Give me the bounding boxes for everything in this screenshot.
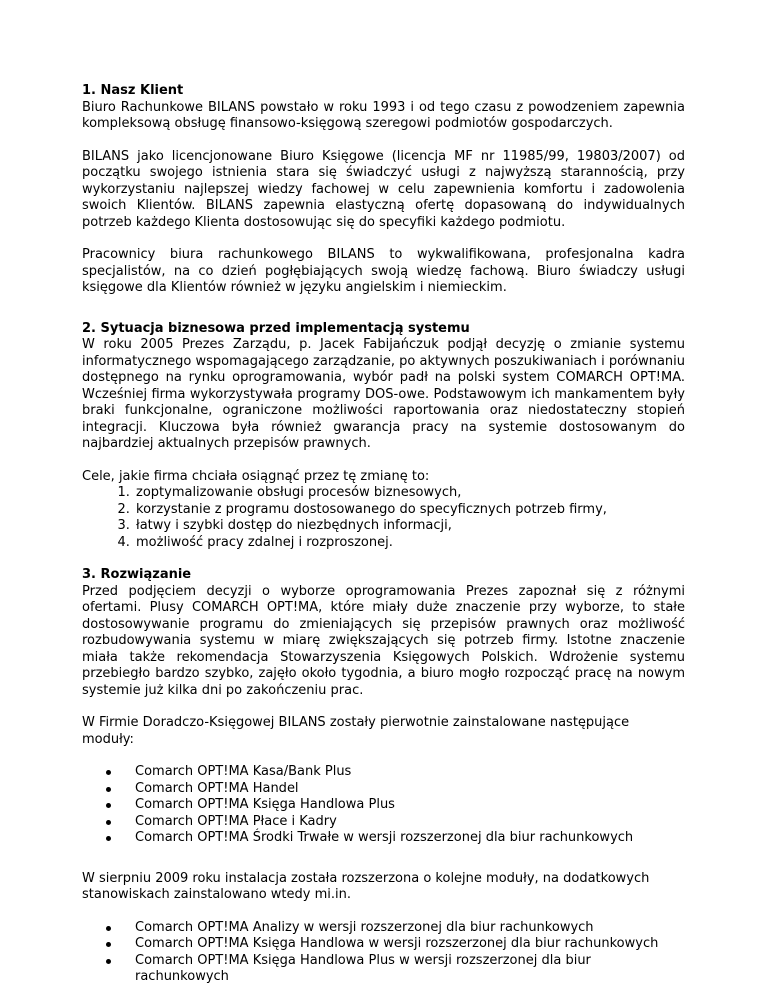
list-item: Comarch OPT!MA Analizy w wersji rozszerzonej dla biur rachunkowych xyxy=(135,920,685,937)
list-item: 3. łatwy i szybki dostęp do niezbędnych informacji, xyxy=(134,518,685,535)
section-2-paragraph-1: W roku 2005 Prezes Zarządu, p. Jacek Fabijańczuk podjął decyzję o zmianie systemu informatycznego wspomagającego zarządzanie, po aktywnych poszukiwaniach i porównaniu dostępnego na rynku oprogramowania, wybór padł na polski system COMARCH OPT!MA. Wcześniej firma wykorzystywała programy DOS-owe. Podstawowym ich mankamentem były braki funkcjonalne, ograniczone możliwości raportowania oraz niedostateczny stopień integracji. Kluczowa była również gwarancja pracy na systemie dostosowanym do najbardziej aktualnych przepisów prawnych. xyxy=(82,337,685,451)
modules-list-extended xyxy=(82,920,685,986)
list-item: Comarch OPT!MA Księga Handlowa Plus w wersji rozszerzonej dla biur rachunkowych xyxy=(135,953,685,986)
list-item: Comarch OPT!MA Kasa/Bank Plus xyxy=(135,764,685,781)
document-page xyxy=(82,83,685,986)
section-3-paragraph-1: Przed podjęciem decyzji o wyborze oprogramowania Prezes zapoznał się z różnymi ofertami. Plusy COMARCH OPT!MA, które miały duże znaczenie przy wyborze, to stałe dostosowywanie programu do zmieniających się przepisów prawnych oraz możliwość rozbudowywania systemu w miarę zwiększających się potrzeb firmy. Istotne znaczenie miała także rekomendacja Stowarzyszenia Księgowych Polskich. Wdrożenie systemu przebiegło bardzo szybko, zajęło około tygodnia, a biuro mogło rozpocząć pracę na nowym systemie już kilka dni po zakończeniu prac. xyxy=(82,583,685,698)
list-item: Comarch OPT!MA Księga Handlowa w wersji rozszerzonej dla biur rachunkowych xyxy=(135,936,685,953)
goals-intro: Cele, jakie firma chciała osiągnąć przez tę zmianę to: xyxy=(82,468,430,484)
section-3-heading: 3. Rozwiązanie xyxy=(82,567,192,582)
modules-list-initial xyxy=(82,764,685,847)
section-2-heading: 2. Sytuacja biznesowa przed implementacją systemu xyxy=(82,320,470,336)
list-item: 2. korzystanie z programu dostosowanego do specyficznych potrzeb firmy, xyxy=(134,502,685,519)
goals-list xyxy=(82,485,685,551)
section-3-paragraph-3: W sierpniu 2009 roku instalacja została rozszerzona o kolejne moduły, na dodatkowych stanowiskach zainstalowano wtedy mi.in. xyxy=(82,870,650,902)
list-item: Comarch OPT!MA Środki Trwałe w wersji rozszerzonej dla biur rachunkowych xyxy=(135,830,685,847)
list-item: 4. możliwość pracy zdalnej i rozproszonej. xyxy=(134,535,685,552)
section-3-paragraph-2: W Firmie Doradczo-Księgowej BILANS zostały pierwotnie zainstalowane następujące moduły: xyxy=(82,715,630,747)
section-1-paragraph-3: Pracownicy biura rachunkowego BILANS to wykwalifikowana, profesjonalna kadra specjalistów, na co dzień pogłębiających swoją wiedzę fachową. Biuro świadczy usługi księgowe dla Klientów również w języku angielskim i niemieckim. xyxy=(82,247,685,295)
list-item: 1. zoptymalizowanie obsługi procesów biznesowych, xyxy=(134,485,685,502)
section-1-paragraph-2: BILANS jako licencjonowane Biuro Księgowe (licencja MF nr 11985/99, 19803/2007) od początku swojego istnienia stara się świadczyć usługi z najwyższą starannością, przy wykorzystaniu najlepszej wiedzy fachowej w celu zapewnienia komfortu i zadowolenia swoich Klientów. BILANS zapewnia elastyczną ofertę dopasowaną do indywidualnych potrzeb każdego Klienta dostosowując się do specyfiki każdego podmiotu. xyxy=(82,148,685,230)
section-1-paragraph-1: Biuro Rachunkowe BILANS powstało w roku 1993 i od tego czasu z powodzeniem zapewnia kompleksową obsługę finansowo-księgową szeregowi podmiotów gospodarczych. xyxy=(82,99,685,131)
section-1-heading: 1. Nasz Klient xyxy=(82,83,184,98)
list-item: Comarch OPT!MA Księga Handlowa Plus xyxy=(135,797,685,814)
list-item: Comarch OPT!MA Handel xyxy=(135,781,685,798)
list-item: Comarch OPT!MA Płace i Kadry xyxy=(135,814,685,831)
